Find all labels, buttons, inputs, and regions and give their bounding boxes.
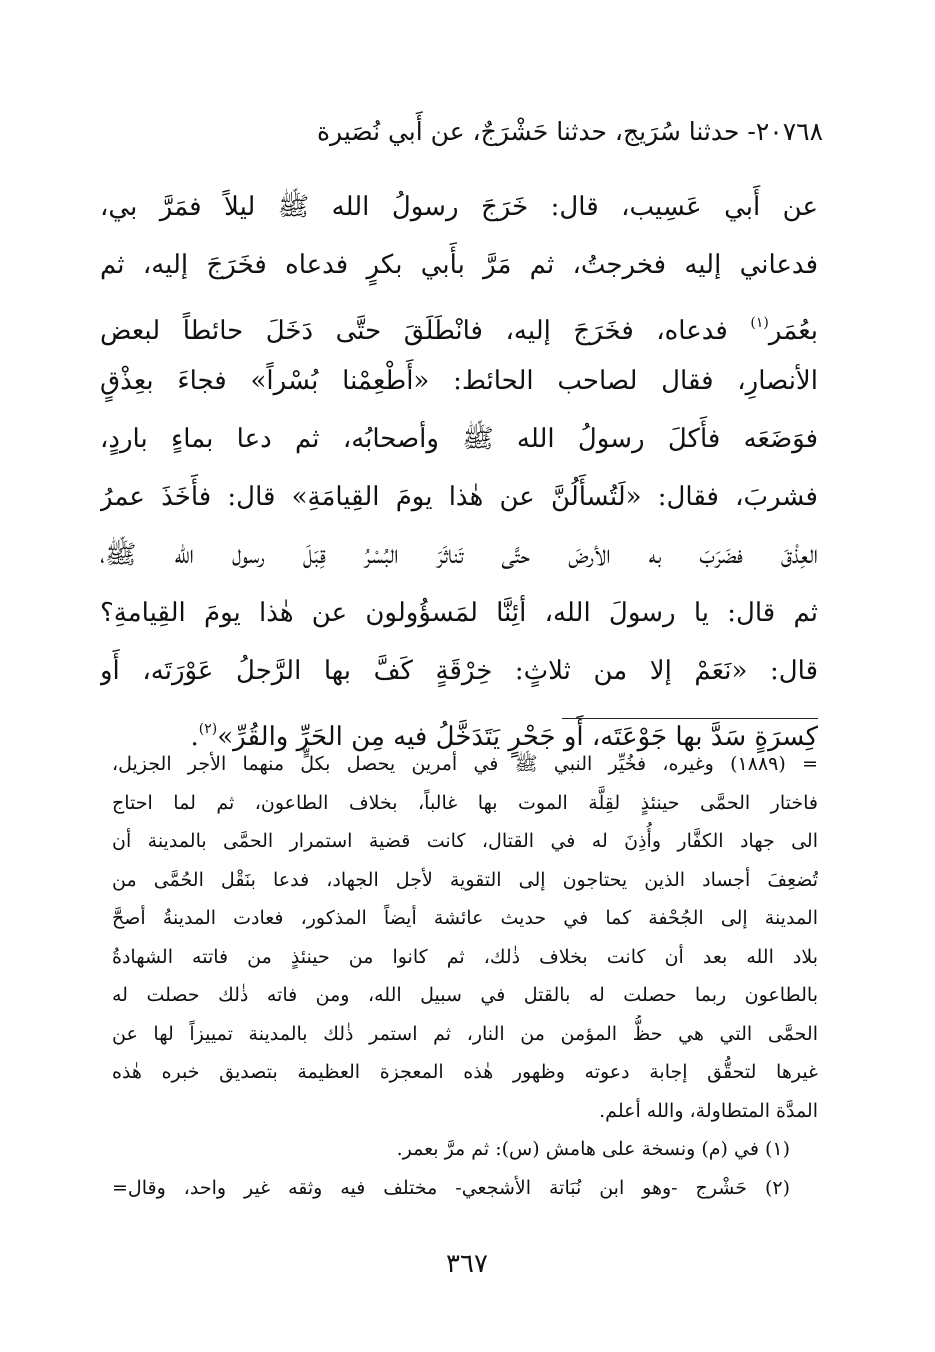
footnote-continuation-line: فاختار الحمَّى حينئذٍ لقِلَّة الموت بها غالباً، بخلاف الطاعون، ثم لما احتاج	[112, 791, 818, 814]
footnote-continuation-line: تُضعِفَ أجساد الذين يحتاجون إلى التقوية لأجل الجهاد، فدعا بنَقْل الحُمَّى من	[112, 868, 818, 891]
footnote-separator	[562, 718, 818, 719]
footnote-1: (١) في (م) ونسخة على هامش (س): ثم مرَّ بعمر.	[396, 1138, 790, 1160]
footnote-marker-1: (١)	[750, 315, 769, 331]
footnotes-section	[112, 745, 818, 1207]
hadith-line-text: كِسرَةٍ سَدَّ بها جَوْعَتَه، أَو جَحْرٍ يَتَدَخَّلُ فيه مِن الحَرِّ والقُرِّ»	[217, 722, 818, 752]
hadith-line	[100, 294, 818, 352]
hadith-heading	[123, 112, 823, 152]
hadith-line: فشربَ، فقال: «لَتُسأَلُنَّ عن هٰذا يومَ القِيامَةِ» قال: فأَخَذَ عمرُ	[100, 482, 818, 512]
page-number: ٣٦٧	[446, 1249, 488, 1279]
footnote-continuation-line: = (١٨٨٩) وغيره، فخُيِّر النبي ﷺ في أمرين يحصل بكلٍّ منهما الأجر الجزيل،	[112, 753, 818, 775]
footnote-continuation-line: بالطاعون ربما حصلت له بالقتل في سبيل الله، ومن فاته ذٰلك حصلت له	[112, 984, 818, 1006]
hadith-line: فوَضَعَه فأَكلَ رسولُ الله ﷺ وأصحابُه، ثم دعا بماءٍ باردٍ،	[100, 424, 818, 454]
hadith-line: ثم قال: يا رسولَ الله، أئِنَّا لمَسؤُولون عن هٰذا يومَ القِيامةِ؟	[100, 598, 818, 628]
hadith-line: عن أَبي عَسِيب، قال: خَرَجَ رسولُ الله ﷺ ليلاً فمَرَّ بي،	[100, 192, 818, 222]
footnote-continuation-line: المدَّة المتطاولة، والله أعلم.	[599, 1099, 818, 1122]
hadith-line: الأنصارِ، فقال لصاحب الحائط: «أَطْعِمْنا بُسْراً» فجاءَ بعِذْقٍ	[100, 366, 818, 396]
footnote-continuation-line: بلاد الله بعد أن كانت بخلاف ذٰلك، ثم كانوا من حينئذٍ من فاتته الشهادةُ	[112, 945, 818, 968]
footnote-marker-2: (٢)	[198, 721, 218, 737]
hadith-isnad: حدثنا سُرَيج، حدثنا حَشْرَجٌ، عن أَبي نُصَيرة	[316, 117, 740, 146]
footnote-continuation-line: الحمَّى التي هي حظُّ المؤمن من النار، ثم استمر ذٰلك بالمدينة تمييزاً لها عن	[112, 1022, 818, 1045]
hadith-number: ٢٠٧٦٨-	[747, 117, 823, 146]
hadith-line: العِذْقَ فضَرَبَ به الأرضَ حتَّى تَناثَرَ البُسْرُ قِبَلَ رسول الله ﷺ،	[100, 540, 818, 570]
footnote-continuation-line: غيرها لتحقُّق إجابة دعوته وظهور هٰذه المعجزة العظيمة بتصديق خبره هٰذه	[112, 1061, 818, 1083]
hadith-line-text	[100, 316, 818, 346]
hadith-line-text-part: بعُمَر	[768, 316, 818, 346]
hadith-line: فدعاني إليه فخرجتُ، ثم مَرَّ بأَبي بكرٍ فدعاه فخَرَجَ إليه، ثم	[100, 250, 818, 280]
footnote-2: (٢) حَشْرج -وهو ابن نُبَاتة الأشجعي- مختلف فيه وثقه غير واحد، وقال=	[112, 1176, 790, 1199]
hadith-text	[100, 178, 818, 758]
hadith-line-end: .	[190, 722, 199, 752]
hadith-line: قال: «نَعَمْ إلا من ثلاثٍ: خِرْقَةٍ كَفَّ بها الرَّجلُ عَوْرَتَه، أَو	[100, 656, 818, 686]
hadith-line-text-part: فدعاه، فخَرَجَ إليه، فانْطَلَقَ حتَّى دَخَلَ حائطاً لبعض	[100, 316, 751, 346]
footnote-continuation-line: المدينة إلى الجُحْفة كما في حديث عائشة أيضاً المذكور، فعادت المدينةُ أصحَّ	[112, 907, 818, 929]
footnote-continuation-line: الى جهاد الكفَّار وأُذِنَ له في القتال، كانت قضية استمرار الحمَّى بالمدينة أن	[112, 830, 818, 852]
